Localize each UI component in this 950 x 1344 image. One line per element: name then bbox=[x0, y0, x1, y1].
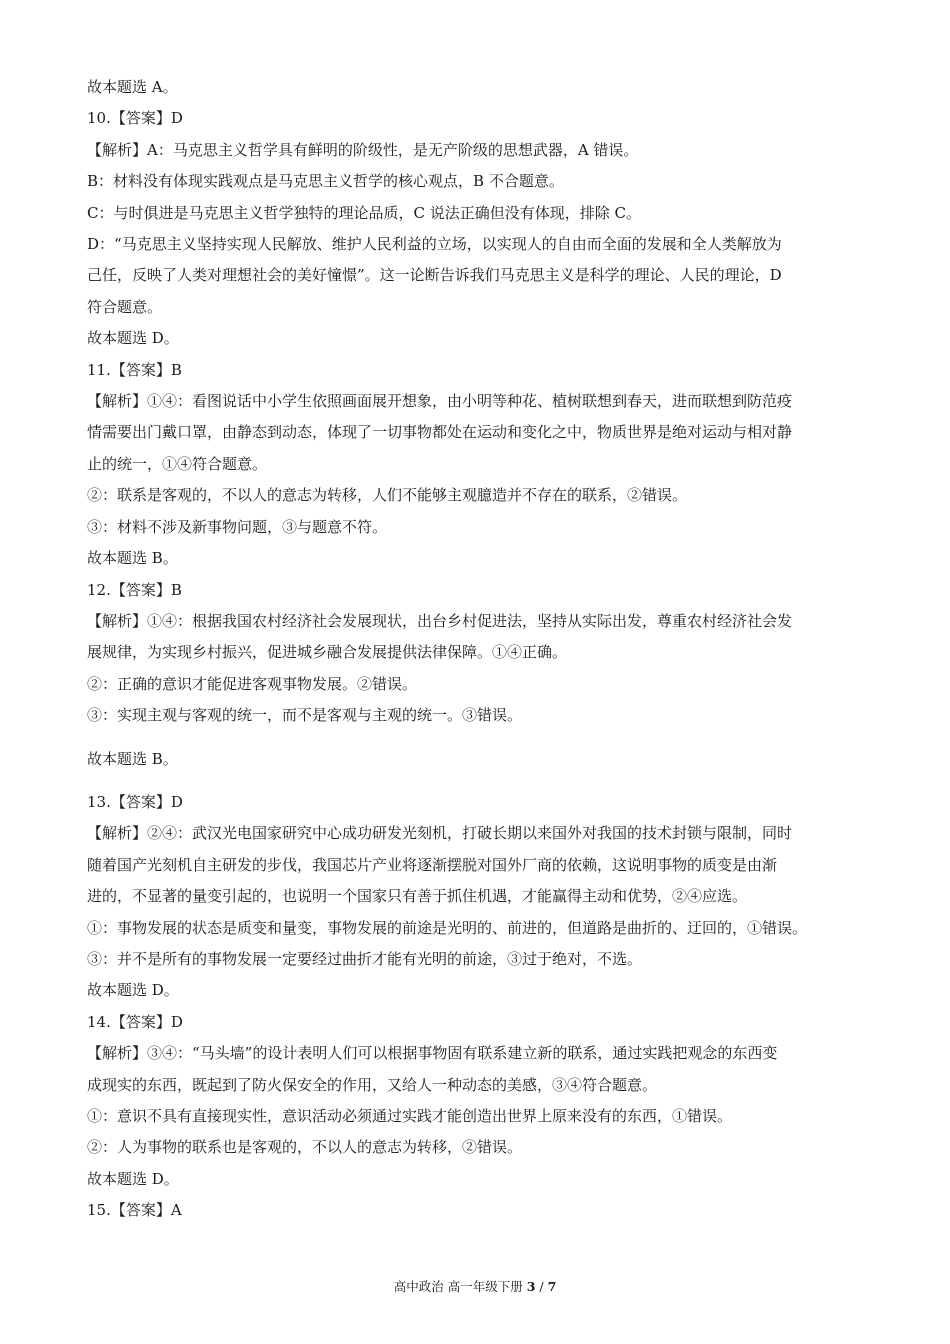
spacer bbox=[87, 775, 865, 787]
answer-heading-13: 13.【答案】D bbox=[87, 792, 183, 811]
text-line: 展规律，为实现乡村振兴，促进城乡融合发展提供法律保障。①④正确。 bbox=[87, 643, 568, 662]
text-line: 【解析】①④：看图说话中小学生依照画面展开想象，由小明等种花、植树联想到春天，进而联想到防范疫 bbox=[87, 392, 793, 411]
text-line: 【解析】③④：“马头墙”的设计表明人们可以根据事物固有联系建立新的联系，通过实践把观念的东西变 bbox=[87, 1044, 778, 1063]
spacer bbox=[87, 732, 865, 744]
text-line: 符合题意。 bbox=[87, 297, 163, 316]
page-separator: / bbox=[535, 1279, 548, 1294]
text-line: 情需要出门戴口罩，由静态到动态，体现了一切事物都处在运动和变化之中，物质世界是绝对运动与相对静 bbox=[87, 423, 793, 442]
answer-heading-15: 15.【答案】A bbox=[87, 1201, 182, 1220]
text-line: ①：意识不具有直接现实性，意识活动必须通过实践才能创造出世界上原来没有的东西，①错误。 bbox=[87, 1107, 733, 1125]
text-line: ②：正确的意识才能促进客观事物发展。②错误。 bbox=[87, 674, 418, 693]
text-line: ②：人为事物的联系也是客观的，不以人的意志为转移，②错误。 bbox=[87, 1138, 523, 1157]
text-line: 己任，反映了人类对理想社会的美好憧憬”。这一论断告诉我们马克思主义是科学的理论、人民的理论，D bbox=[87, 266, 782, 285]
text-line: ①：事物发展的状态是质变和量变，事物发展的前途是光明的、前进的，但道路是曲折的、迂回的，①错误。 bbox=[87, 918, 808, 937]
text-line: 故本题选 D。 bbox=[87, 1169, 179, 1188]
page-total: 7 bbox=[547, 1279, 557, 1294]
text-line: 随着国产光刻机自主研发的步伐，我国芯片产业将逐渐摆脱对国外厂商的依赖，这说明事物的质变是由渐 bbox=[87, 855, 778, 874]
page-number: 3 bbox=[526, 1279, 536, 1294]
text-line: 【解析】A：马克思主义哲学具有鲜明的阶级性，是无产阶级的思想武器，A 错误。 bbox=[87, 140, 639, 159]
text-line: D：“马克思主义坚持实现人民解放、维护人民利益的立场，以实现人的自由而全面的发展和全人类解放为 bbox=[87, 235, 782, 254]
answer-heading-12: 12.【答案】B bbox=[87, 580, 182, 599]
footer-label: 高中政治 高一年级下册 bbox=[393, 1279, 527, 1294]
answer-heading-11: 11.【答案】B bbox=[87, 360, 182, 379]
text-line: ②：联系是客观的，不以人的意志为转移，人们不能够主观臆造并不存在的联系，②错误。 bbox=[87, 486, 688, 505]
text-line: 【解析】①④：根据我国农村经济社会发展现状，出台乡村促进法，坚持从实际出发，尊重农村经济社会发 bbox=[87, 611, 793, 630]
text-line: ③：实现主观与客观的统一，而不是客观与主观的统一。③错误。 bbox=[87, 706, 523, 725]
text-line: ③：材料不涉及新事物问题，③与题意不符。 bbox=[87, 517, 388, 536]
text-line: 故本题选 D。 bbox=[87, 329, 179, 348]
text-line: 进的，不显著的量变引起的，也说明一个国家只有善于抓住机遇，才能赢得主动和优势，②④应选。 bbox=[87, 887, 748, 906]
answer-heading-14: 14.【答案】D bbox=[87, 1012, 183, 1031]
text-line: 故本题选 B。 bbox=[87, 549, 178, 568]
text-line: 止的统一，①④符合题意。 bbox=[87, 454, 268, 473]
text-line: C：与时俱进是马克思主义哲学独特的理论品质，C 说法正确但没有体现，排除 C。 bbox=[87, 203, 641, 222]
text-line: ③：并不是所有的事物发展一定要经过曲折才能有光明的前途，③过于绝对，不选。 bbox=[87, 949, 643, 968]
document-body bbox=[87, 72, 865, 1227]
text-line: 故本题选 A。 bbox=[87, 78, 178, 96]
text-line: 故本题选 D。 bbox=[87, 981, 179, 1000]
page-footer bbox=[0, 1278, 950, 1296]
answer-heading-10: 10.【答案】D bbox=[87, 109, 183, 128]
text-line: 成现实的东西，既起到了防火保安全的作用，又给人一种动态的美感，③④符合题意。 bbox=[87, 1075, 658, 1094]
text-line: 故本题选 B。 bbox=[87, 749, 178, 768]
text-line: B：材料没有体现实践观点是马克思主义哲学的核心观点，B 不合题意。 bbox=[87, 172, 564, 191]
text-line: 【解析】②④：武汉光电国家研究中心成功研发光刻机，打破长期以来国外对我国的技术封锁与限制，同时 bbox=[87, 824, 793, 843]
